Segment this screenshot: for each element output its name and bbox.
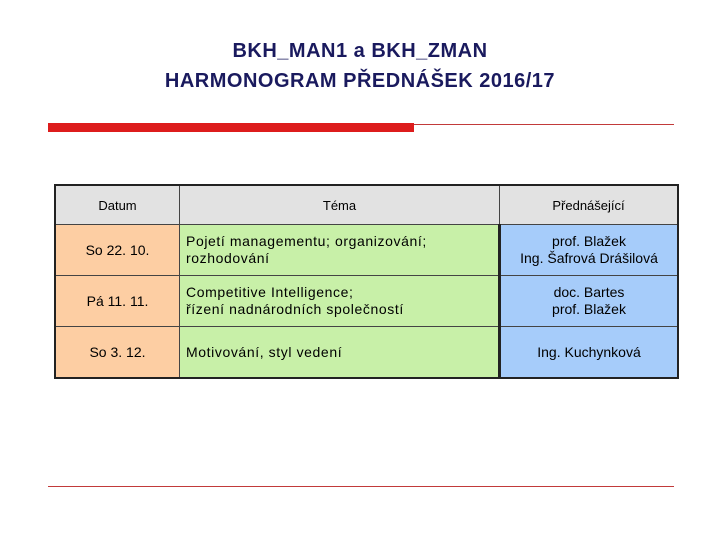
bottom-divider-line [48, 486, 674, 487]
topic-line: řízení nadnárodních společností [186, 301, 404, 317]
row-lecturers [500, 327, 679, 379]
row-date: So 3. 12. [55, 327, 180, 379]
header-date: Datum [55, 185, 180, 225]
row-lecturers [500, 276, 679, 327]
title-line-1: BKH_MAN1 a BKH_ZMAN [232, 40, 488, 62]
title-line-2: HARMONOGRAM PŘEDNÁŠEK 2016/17 [164, 70, 556, 92]
row-topic [180, 327, 500, 379]
table-row [55, 276, 678, 327]
lecturer-name: doc. Bartes [553, 284, 625, 300]
row-lecturers [500, 225, 679, 276]
row-date: So 22. 10. [55, 225, 180, 276]
topic-line: Motivování, styl vedení [186, 343, 343, 360]
topic-line: Competitive Intelligence; [186, 284, 354, 300]
row-topic [180, 225, 500, 276]
row-date: Pá 11. 11. [55, 276, 180, 327]
table-header-row [55, 185, 678, 225]
lecturer-name: prof. Blažek [552, 233, 626, 249]
lecturer-name: Ing. Šafrová Drášilová [520, 250, 658, 266]
table-row [55, 327, 678, 379]
header-topic: Téma [180, 185, 500, 225]
lecturer-name: prof. Blažek [552, 301, 626, 317]
top-divider-line [414, 124, 674, 125]
topic-line: Pojetí managementu; organizování; [186, 233, 427, 249]
red-accent-bar [48, 123, 414, 132]
lecture-schedule-table [54, 184, 679, 379]
row-topic [180, 276, 500, 327]
topic-line: rozhodování [186, 250, 270, 266]
header-lecturer: Přednášející [500, 185, 679, 225]
lecturer-name: Ing. Kuchynková [537, 343, 641, 360]
table-row [55, 225, 678, 276]
